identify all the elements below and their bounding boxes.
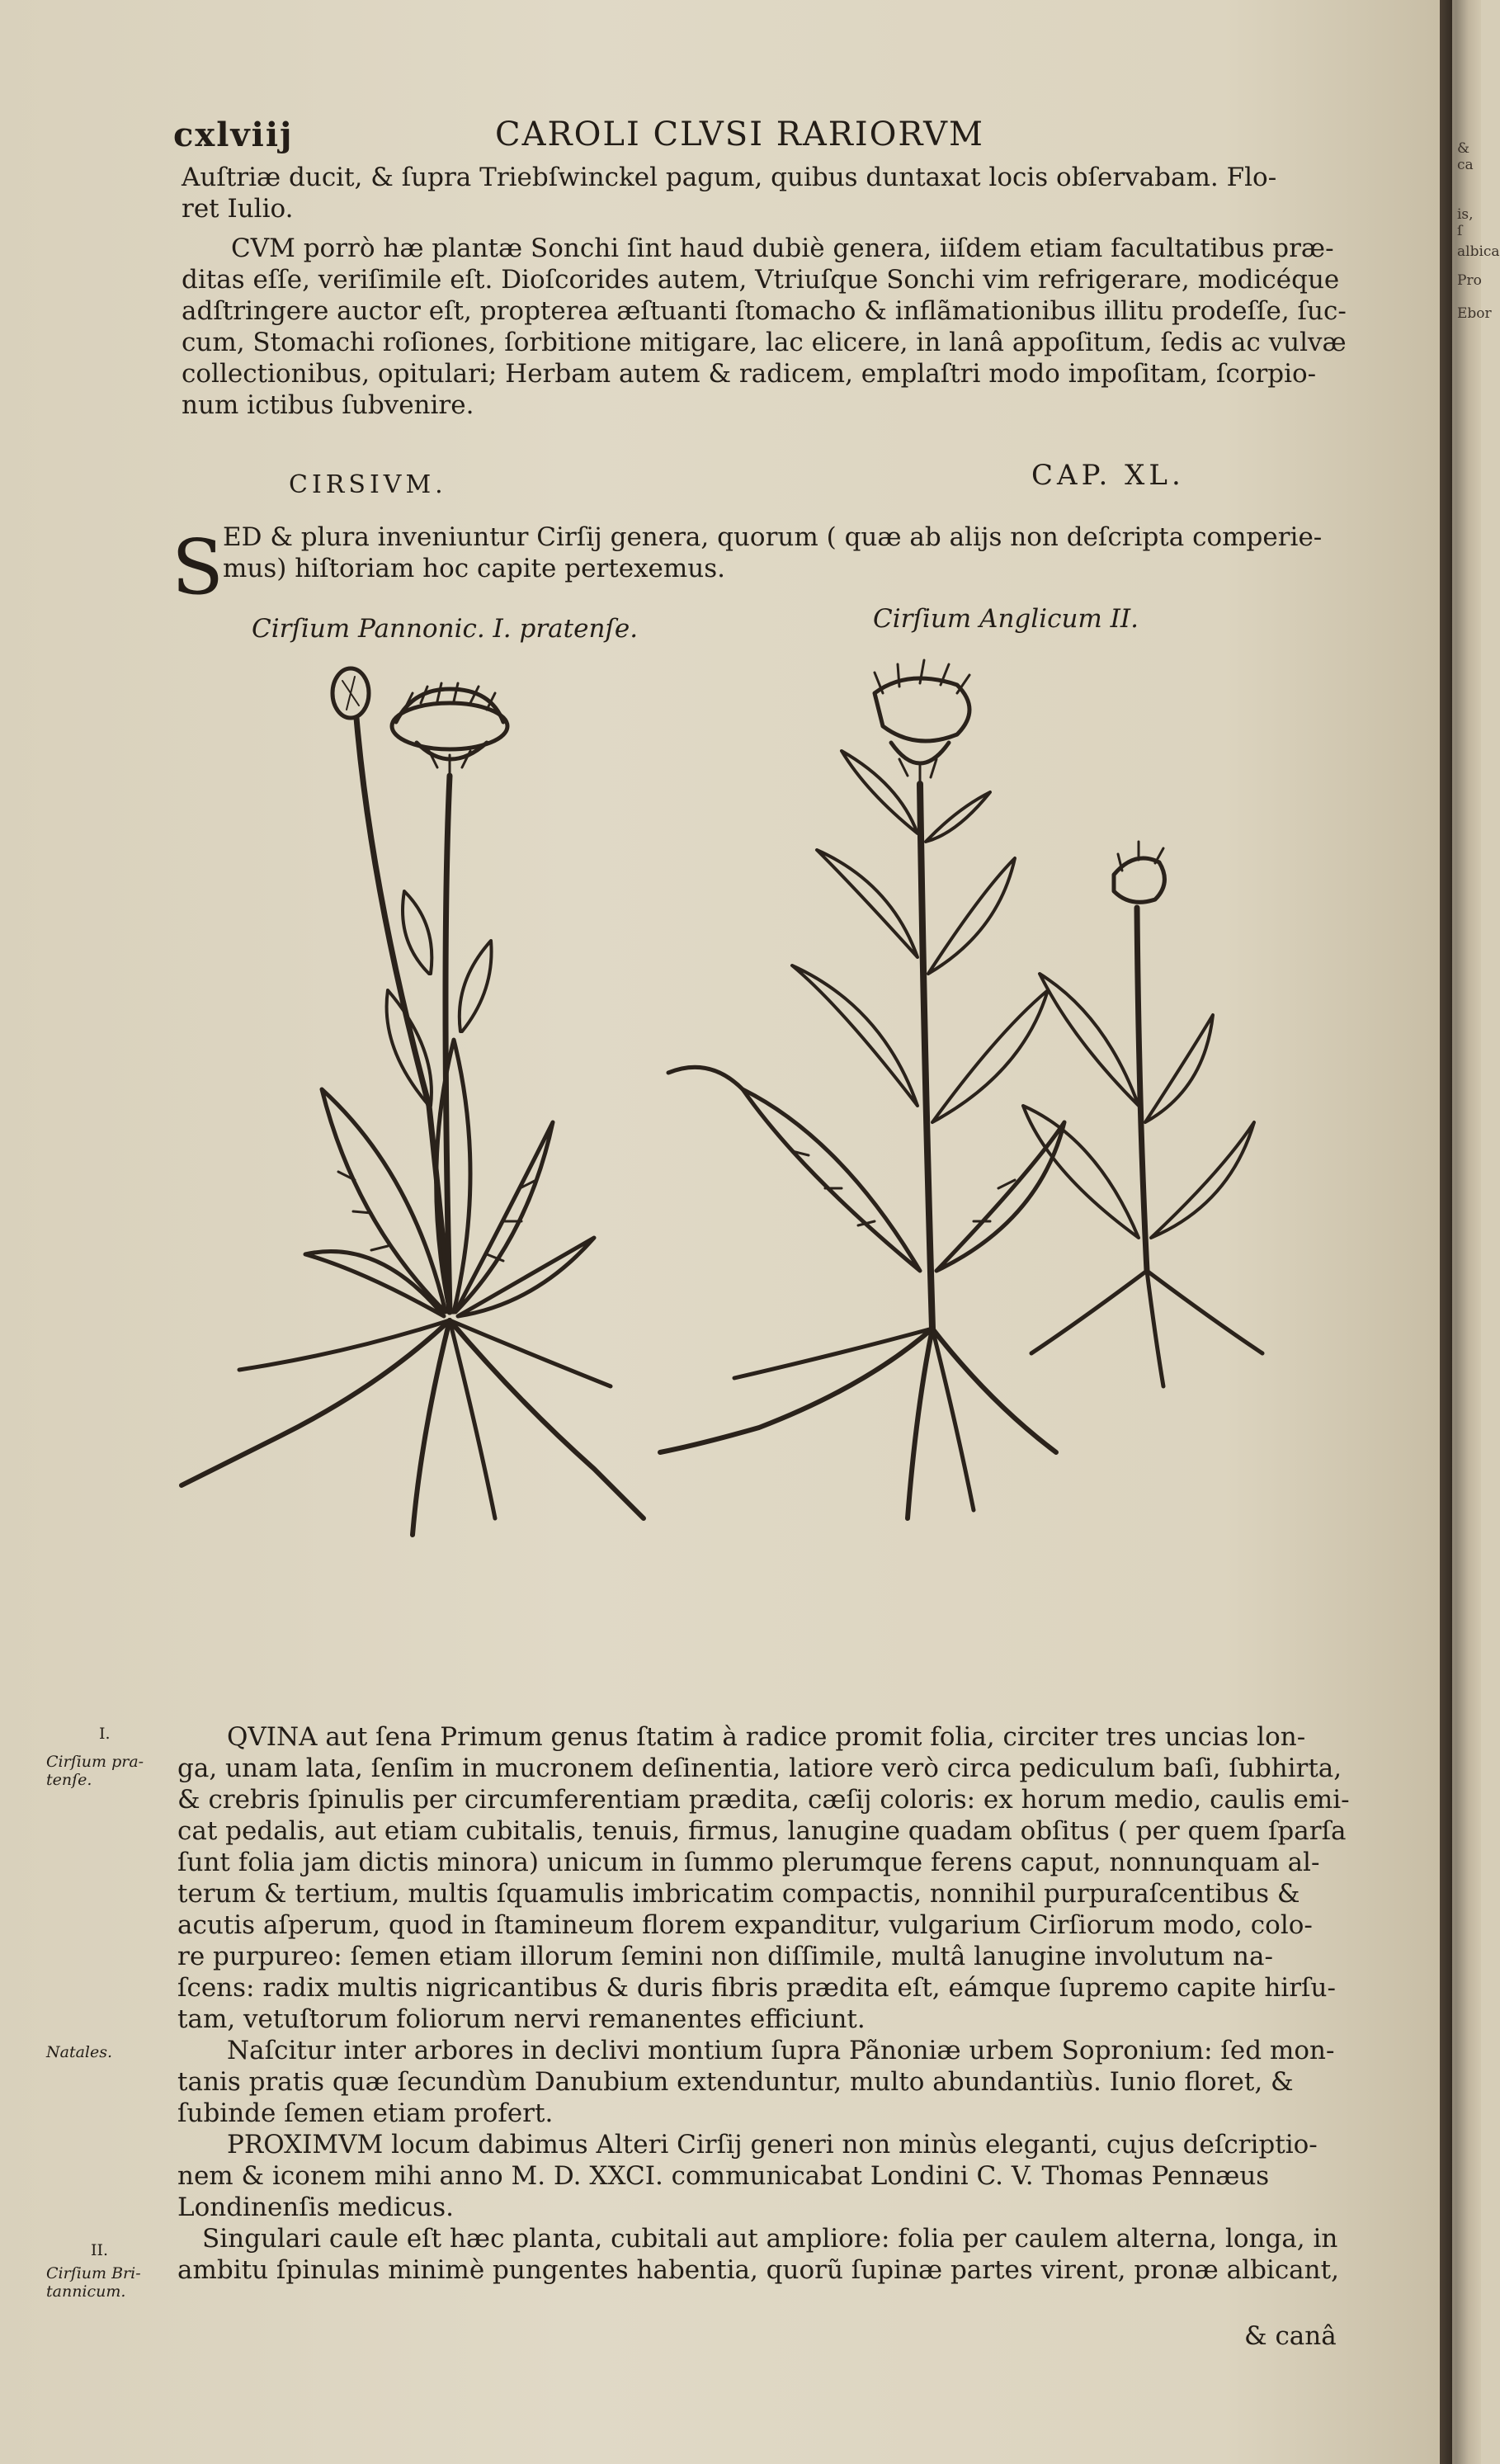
sidenote-number: II. — [91, 2241, 109, 2259]
text-line: tanis pratis quæ ſecundùm Danubium extenduntur, multo abundantiùs. Iunio floret, & — [177, 2067, 1294, 2097]
sidenote-natales: Natales. — [46, 2043, 113, 2061]
text-line: ret Iulio. — [182, 194, 294, 224]
figure-caption-left: Cirſium Pannonic. I. pratenſe. — [252, 614, 639, 644]
sidenote-line: tenſe. — [46, 1771, 92, 1789]
figure-caption-right: Cirſium Anglicum II. — [873, 604, 1139, 634]
text-line: Londinenſis medicus. — [177, 2193, 454, 2222]
text-line: Naſcitur inter arbores in declivi montium ſupra Pãnoniæ urbem Sopronium: ſed mon- — [227, 2036, 1335, 2065]
text-line: tam, vetuſtorum foliorum nervi remanentes efficiunt. — [177, 2004, 866, 2034]
drop-cap: S — [172, 523, 224, 611]
woodcut-illustration — [165, 644, 1287, 1692]
text-line: ſunt folia jam dictis minora) unicum in ſummo plerumque ferens caput, nonnunquam al- — [177, 1848, 1320, 1877]
text-line: PROXIMVM locum dabimus Alteri Cirſij generi non minùs eleganti, cujus deſcriptio- — [227, 2130, 1318, 2160]
intro-paragraph — [223, 522, 1322, 584]
chapter-number: CAP. XL. — [1031, 459, 1185, 492]
edge-fragment: Pro — [1457, 272, 1482, 289]
description-paragraph — [177, 1721, 1350, 2286]
text-line: ſubinde ſemen etiam profert. — [177, 2098, 554, 2128]
text-line: ditas eſſe, veriſimile eſt. Dioſcorides autem, Vtriuſque Sonchi vim refrigerare, modicéque — [182, 265, 1340, 295]
text-line: collectionibus, opitulari; Herbam autem & radicem, emplaſtri modo impoſitam, ſcorpio- — [182, 359, 1317, 389]
text-line: num ictibus ſubvenire. — [182, 390, 474, 420]
edge-fragment: albica — [1457, 243, 1500, 260]
top-paragraph — [182, 162, 1276, 224]
text-line: re purpureo: ſemen etiam illorum ſemini non diſſimile, multâ lanugine involutum na- — [177, 1942, 1273, 1971]
text-line: ga, unam lata, ſenſim in mucronem deſinentia, latiore verò circa pediculum baſi, ſubhirta, — [177, 1754, 1342, 1783]
sidenote-line: tannicum. — [46, 2282, 126, 2301]
chapter-title: CIRSIVM. — [289, 470, 447, 499]
edge-fragment: is, ſ — [1457, 206, 1474, 239]
facing-page-edge — [1452, 0, 1481, 2464]
sidenote-species — [46, 2264, 141, 2301]
sidenote-line: Cirſium Bri- — [46, 2264, 141, 2282]
plant-cirsium-pannonicum — [182, 668, 644, 1535]
running-title: CAROLI CLVSI RARIORVM — [495, 116, 984, 153]
text-line: Singulari caule eſt hæc planta, cubitali aut ampliore: folia per caulem alterna, longa, in — [202, 2224, 1338, 2254]
text-line: cat pedalis, aut etiam cubitalis, tenuis, firmus, lanugine quadam obſitus ( per quem ſparſa — [177, 1816, 1347, 1846]
text-line: ED & plura inveniuntur Cirſij genera, quorum ( quæ ab alijs non deſcripta comperie- — [223, 522, 1323, 552]
plant-cirsium-anglicum — [660, 660, 1262, 1518]
sidenote-line: Cirſium pra- — [46, 1753, 144, 1771]
text-line: CVM porrò hæ plantæ Sonchi ſint haud dubiè genera, iiſdem etiam facultatibus præ- — [231, 234, 1334, 263]
text-line: cum, Stomachi roſiones, ſorbitione mitigare, lac elicere, in lanâ appoſitum, ſedis ac vulvæ — [182, 328, 1347, 357]
catchword: & canâ — [1244, 2321, 1337, 2351]
folio-number: cxlviij — [173, 116, 294, 154]
text-line: acutis aſperum, quod in ſtamineum florem expanditur, vulgarium Cirſiorum modo, colo- — [177, 1910, 1313, 1940]
text-line: terum & tertium, multis ſquamulis imbricatim compactis, nonnihil purpuraſcentibus & — [177, 1879, 1300, 1909]
text-line: QVINA aut ſena Primum genus ſtatim à radice promit folia, circiter tres uncias lon- — [227, 1722, 1306, 1752]
text-line: ambitu ſpinulas minimè pungentes habentia, quorũ ſupinæ partes virent, pronæ albicant, — [177, 2255, 1339, 2285]
text-line: ſcens: radix multis nigricantibus & duris fibris prædita eſt, eámque ſupremo capite hirſu- — [177, 1973, 1336, 2003]
text-line: mus) hiſtoriam hoc capite pertexemus. — [223, 554, 726, 583]
text-line: nem & iconem mihi anno M. D. XXCI. communicabat Londini C. V. Thomas Pennæus — [177, 2161, 1270, 2191]
edge-fragment: & ca — [1457, 140, 1474, 173]
sidenote-species — [46, 1753, 144, 1789]
sidenote-number: I. — [99, 1725, 111, 1743]
text-line: & crebris ſpinulis per circumferentiam prædita, cæſij coloris: ex horum medio, caulis emi- — [177, 1785, 1350, 1815]
edge-fragment: Ebor — [1457, 305, 1492, 322]
text-line: adſtringere auctor eſt, propterea æſtuanti ſtomacho & inflãmationibus illitu prodeſſe, ſuc- — [182, 296, 1347, 326]
text-line: Auſtriæ ducit, & ſupra Triebſwinckel pagum, quibus duntaxat locis obſervabam. Flo- — [182, 163, 1277, 192]
second-paragraph — [182, 233, 1347, 421]
